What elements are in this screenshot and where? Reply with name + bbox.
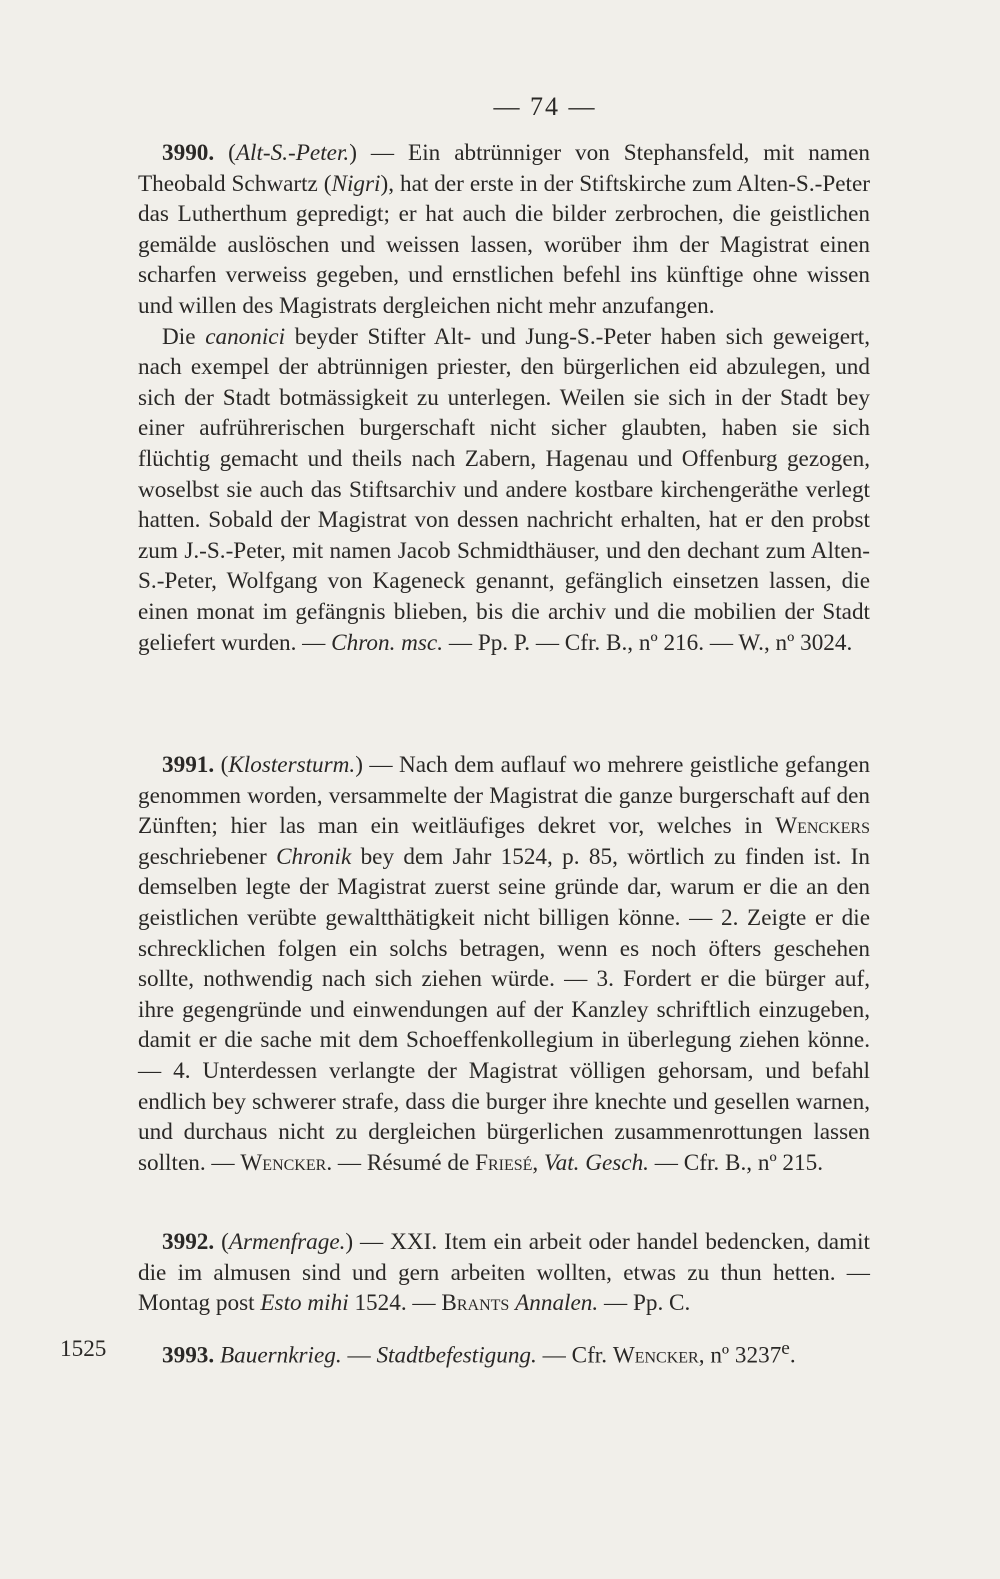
italic-text: Armenfrage. xyxy=(228,1229,346,1255)
body-text: ) — XXI. Item ein arbeit oder handel bedencken, damit die im almusen sind und gern arbeiten wollten, etwas zu thun hetten. — Montag post xyxy=(138,1229,870,1317)
margin-year: 1525 xyxy=(60,1336,107,1362)
italic-text: Chron. msc. xyxy=(331,629,444,656)
body-text: ( xyxy=(221,1229,229,1255)
small-caps-name: Brants xyxy=(441,1290,510,1317)
entry-paragraph xyxy=(138,138,870,322)
body-text: ), hat der erste in der Stiftskirche zum Alten-S.-Peter das Lutherthum gepredigt; er hat auch die bilder zerbrochen, die geistlichen gemälde auslöschen und weissen lassen, worüber ihm der Magistrat einen scharfen verweiss gegeben, und ernstlichen befehl ins künftige ohne wissen und willen des Magistrats dergleichen nicht mehr anzufangen. xyxy=(138,170,870,319)
entry-number: 3991. xyxy=(162,752,215,778)
body-text: ( xyxy=(228,140,236,166)
body-text: — Pp. P. — Cfr. B., nº 216. — W., nº 3024. xyxy=(443,629,853,656)
italic-text: Chronik xyxy=(276,843,352,870)
entry-3993 xyxy=(138,1334,870,1371)
body-text: ( xyxy=(220,752,229,778)
small-caps-name: Wencker xyxy=(240,1149,327,1176)
entry-paragraph xyxy=(138,750,870,1178)
body-text: beyder Stifter Alt- und Jung-S.-Peter haben sich geweigert, nach exempel der abtrünnigen priester, den bürgerlichen eid abzulegen, und sich der Stadt botmässigkeit zu unterlegen. Weilen sie sich in der Stadt bey einer aufrührerischen burgerschaft nicht sicher glaubten, haben sie sich flüchtig gemacht und theils nach Zabern, Hagenau und Offenburg gezogen, woselbst sie auch das Stiftsarchiv und andere kostbare kirchengeräthe verlegt hatten. Sobald der Magistrat von dessen nachricht erhalten, hat er den probst zum J.-S.-Peter, mit namen Jacob Schmidthäuser, und den dechant zum Alten-S.-Peter, Wolfgang von Kageneck genannt, gefänglich einsetzen lassen, die einen monat im gefängnis blieben, bis die archiv und die mobilien der Stadt geliefert wurden. — xyxy=(138,323,870,656)
entry-paragraph xyxy=(138,322,870,659)
italic-text: Alt-S.-Peter. xyxy=(235,140,350,166)
body-text: 1524. — xyxy=(348,1290,442,1317)
entry-3991 xyxy=(138,750,870,1178)
entry-number: 3992. xyxy=(162,1229,215,1255)
body-text: — Cfr. B., nº 215. xyxy=(648,1149,824,1176)
body-text: e xyxy=(781,1338,790,1359)
italic-text: Klostersturm. xyxy=(228,752,356,778)
body-text: — Cfr. xyxy=(536,1342,613,1369)
entry-3992 xyxy=(138,1227,870,1319)
italic-text: Nigri xyxy=(331,170,381,197)
body-text: — Pp. C. xyxy=(598,1290,691,1317)
entry-number: 3990. xyxy=(162,140,215,166)
page-number: — 74 — xyxy=(493,92,597,121)
body-text: bey dem Jahr 1524, p. 85, wörtlich zu finden ist. In demselben legte der Magistrat zuerst seine gründe dar, warum er die an den geistlichen verübte gewaltthätigkeit nicht billigen könne. — 2. Zeigte er die schrecklichen folgen ein solchs betragen, wenn es noch öfters geschehen sollte, nothwendig nach sich ziehen würde. — 3. Fordert er die bürger auf, ihre gegengründe und einwendungen auf der Kanzley schriftlich einzugeben, damit er die sache mit dem Schoeffenkollegium in überlegung ziehen könne. — 4. Unterdessen verlangte der Magistrat völligen gehorsam, und befahl endlich bey schwerer strafe, dass die burger ihre knechte und gesellen warnen, und durchaus nicht zu dergleichen bürgerlichen zusammenrottungen lassen sollten. — xyxy=(138,843,870,1176)
body-text: ) — Ein abtrünniger von Stephansfeld, mit namen Theobald Schwartz ( xyxy=(138,140,870,197)
italic-text: Vat. Gesch. xyxy=(544,1149,649,1176)
small-caps-name: Wenckers xyxy=(775,813,870,840)
small-caps-name: Friesé xyxy=(475,1149,533,1176)
body-text: geschriebener xyxy=(138,843,277,870)
entry-number: 3993. xyxy=(162,1342,215,1369)
body-text: . xyxy=(789,1342,796,1369)
small-caps-name: Wencker xyxy=(612,1342,699,1369)
entry-paragraph xyxy=(138,1227,870,1319)
body-text: — xyxy=(341,1342,377,1369)
entry-paragraph xyxy=(138,1334,870,1371)
body-text: Die xyxy=(162,323,206,350)
body-text: , nº 3237 xyxy=(698,1342,782,1369)
body-text: . — Résumé de xyxy=(326,1149,476,1176)
italic-text: Esto mihi xyxy=(260,1290,349,1317)
italic-text: Annalen. xyxy=(515,1290,599,1317)
italic-text: Stadtbefestigung. xyxy=(376,1342,537,1369)
body-text: ) — Nach dem auflauf wo mehrere geistliche gefangen genommen worden, versammelte der Magistrat die ganze burgerschaft auf den Zünften; hier las man ein weitläufiges dekret vor, welches in xyxy=(138,752,870,840)
entry-3990 xyxy=(138,138,870,658)
body-text: , xyxy=(532,1149,545,1176)
italic-text: Bauernkrieg. xyxy=(219,1342,342,1369)
italic-text: canonici xyxy=(205,323,286,350)
